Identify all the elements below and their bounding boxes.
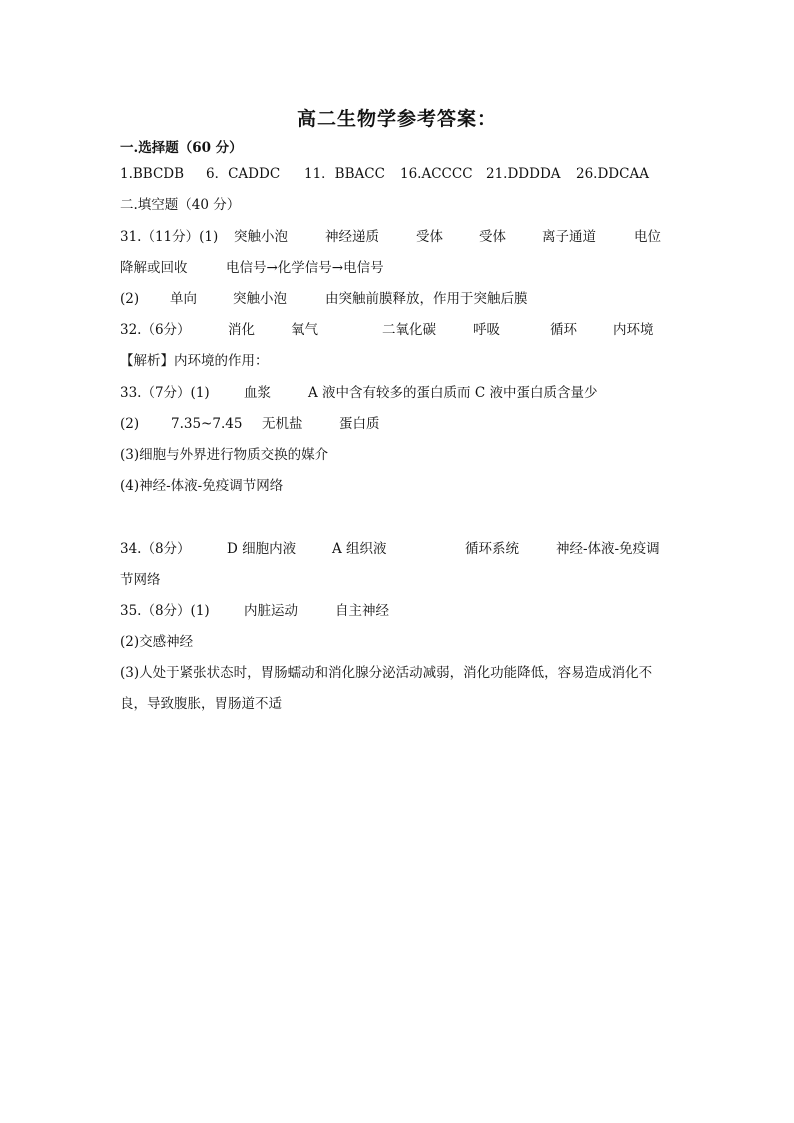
q34-label: 34.（8分） xyxy=(120,541,191,557)
answer-item: A 组织液 xyxy=(332,541,387,557)
q33-part4: (4)神经-体液-免疫调节网络 xyxy=(120,478,284,494)
answer-item: 降解或回收 xyxy=(120,260,188,276)
answer-item: A 液中含有较多的蛋白质而 C 液中蛋白质含量少 xyxy=(308,385,598,401)
answer-item: 二氧化碳 xyxy=(382,322,436,338)
answer-item: 电位 xyxy=(634,229,661,245)
q33-label: 33.（7分）(1) xyxy=(120,385,210,401)
answer-item: 血浆 xyxy=(244,385,271,401)
choice-answer: 11．BBACC xyxy=(304,166,385,182)
q35-part3-continuation: 良，导致腹胀，胃肠道不适 xyxy=(120,696,282,712)
answer-item: 7.35~7.45 xyxy=(171,416,243,432)
answer-item: 循环 xyxy=(550,322,577,338)
choice-answer: 26.DDCAA xyxy=(576,166,649,182)
q31-row xyxy=(120,227,680,247)
answer-item: 离子通道 xyxy=(542,229,596,245)
answer-item: 神经-体液-免疫调 xyxy=(556,541,660,557)
q35-part3: (3)人处于紧张状态时，胃肠蠕动和消化腺分泌活动减弱，消化功能降低，容易造成消化不 xyxy=(120,665,653,681)
answer-item: 突触小泡 xyxy=(233,291,287,307)
answer-item: 蛋白质 xyxy=(339,416,380,432)
answer-item: 内脏运动 xyxy=(244,603,298,619)
answer-item: 自主神经 xyxy=(335,603,389,619)
q32-label: 32.（6分） xyxy=(120,322,191,338)
q31-part2-label: (2) xyxy=(120,291,140,307)
q32-row xyxy=(120,320,680,340)
q33-part2-row xyxy=(120,414,680,434)
answer-item: 受体 xyxy=(479,229,506,245)
answer-item: 突触小泡 xyxy=(234,229,288,245)
q35-part2: (2)交感神经 xyxy=(120,634,194,650)
answer-item: 神经递质 xyxy=(325,229,379,245)
q31-row-2 xyxy=(120,258,680,278)
q31-part2-row xyxy=(120,289,680,309)
answer-item: 无机盐 xyxy=(262,416,303,432)
q35-row xyxy=(120,601,680,621)
answer-item: 呼吸 xyxy=(473,322,500,338)
answer-item: D 细胞内液 xyxy=(227,541,297,557)
q34-continuation: 节网络 xyxy=(120,572,161,588)
choice-answers-row xyxy=(120,164,680,184)
choice-answer: 21.DDDDA xyxy=(486,166,561,182)
choice-answer: 16.ACCCC xyxy=(400,166,473,182)
q34-row xyxy=(120,539,680,559)
answer-item: 循环系统 xyxy=(465,541,519,557)
choice-answer: 1.BBCDB xyxy=(120,166,185,182)
q33-part2-label: (2) xyxy=(120,416,140,432)
section-choice-heading: 一.选择题（60 分） xyxy=(120,140,243,156)
page-title: 高二生物学参考答案： xyxy=(296,108,497,130)
answer-item: 受体 xyxy=(416,229,443,245)
q31-label: 31.（11分）(1) xyxy=(120,229,219,245)
answer-item: 内环境 xyxy=(613,322,654,338)
answer-item: 电信号→化学信号→电信号 xyxy=(226,260,384,276)
answer-item: 单向 xyxy=(170,291,197,307)
q33-row xyxy=(120,383,680,403)
choice-answer: 6．CADDC xyxy=(206,166,281,182)
q35-label: 35.（8分）(1) xyxy=(120,603,210,619)
answer-item: 消化 xyxy=(228,322,255,338)
answer-item: 氧气 xyxy=(291,322,318,338)
section-fill-heading: 二.填空题（40 分） xyxy=(120,197,241,213)
q33-part3: (3)细胞与外界进行物质交换的媒介 xyxy=(120,447,329,463)
answer-item: 由突触前膜释放，作用于突触后膜 xyxy=(325,291,528,307)
analysis-note: 【解析】内环境的作用： xyxy=(120,353,269,369)
